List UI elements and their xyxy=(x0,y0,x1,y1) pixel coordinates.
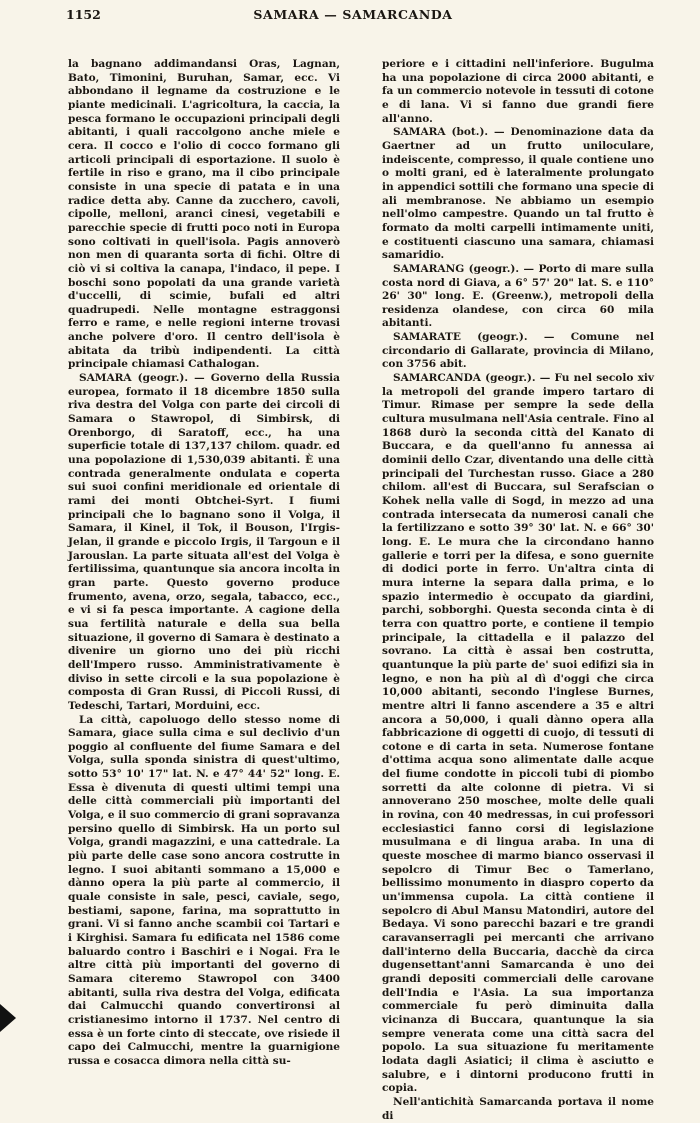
entry-samarcanda xyxy=(382,372,654,1096)
paragraph: Nell'antichità Samarcanda portava il nome di xyxy=(382,1095,654,1122)
running-title: SAMARA — SAMARCANDA xyxy=(253,7,453,22)
page-header xyxy=(66,4,640,26)
entry-headword: SAMARA (geogr.). xyxy=(79,372,189,385)
paragraph: la bagnano addimandansi Oras, Lagnan, Bato, Timonini, Buruhan, Samar, ecc. Vi abbondano il legname da costruzione e le piante medicinali. L'agricoltura, la caccia, la pesca formano le occupazioni principali degli abitanti, i quali raccolgono anche miele e cera. Il cocco e l'olio di cocco formano gli articoli principali di esportazione. Il suolo è fertile in riso e grano, ma il cibo principale consiste in una specie di patata e in una radice detta aby. Canne da zucchero, cavoli, cipolle, melloni, aranci cinesi, vegetabili e parecchie specie di frutti poco noti in Europa sono coltivati in quell'isola. Pagis annoverò non men di quaranta sorta di fichi. Oltre di ciò vi si coltiva la canapa, l'indaco, il pepe. I boschi sono popolati da una grande varietà d'uccelli, di scimie, bufali ed altri quadrupedi. Nelle montagne estraggonsi ferro e rame, e nelle regioni interne trovasi anche polvere d'oro. Il centro dell'isola è abitata da tribù indipendenti. La città principale chiamasi Cathalogan. xyxy=(68,58,340,371)
entry-text: — Porto di mare sulla costa nord di Giava, a 6° 57' 20" lat. S. e 110° 26' 30" long. E. (Greenw.), metropoli della residenza olandese, con circa 60 mila abitanti. xyxy=(382,262,654,330)
page-number: 1152 xyxy=(66,7,101,22)
entry-headword: SAMARATE (geogr.). xyxy=(393,331,528,344)
left-column xyxy=(68,58,340,1069)
entry-text: — Governo della Russia europea, formato il 18 dicembre 1850 sulla riva destra del Volga con parte dei circoli di Samara o Stawropol, di Simbirsk, di Orenborgo, di Saratoff, ecc., ha una superficie totale di 137,137 chilom. quadr. ed una popolazione di 1,530,039 abitanti. È una contrada generalmente ondulata e coperta sui suoi confini meridionale ed orientale di rami dei monti Obtchei-Syrt. I fiumi principali che lo bagnano sono il Volga, il Samara, il Kinel, il Tok, il Bouson, l'Irgis-Jelan, il grande e piccolo Irgis, il Targoun e il Jarouslan. La parte situata all'est del Volga è fertilissima, quantunque sia ancora incolta in gran parte. Questo governo produce frumento, avena, orzo, segala, tabacco, ecc., e vi si fa pesca importante. A cagione della sua fertilità naturale e della sua bella situazione, il governo di Samara è destinato a divenire un giorno uno dei più ricchi dell'Impero russo. Amministrativamente è diviso in sette circoli e la sua popolazione è composta di Gran Russi, di Piccoli Russi, di Tedeschi, Tartari, Morduini, ecc. xyxy=(68,372,340,712)
entry-headword: SAMARCANDA (geogr.). xyxy=(393,372,536,385)
entry-samara-bot xyxy=(382,126,654,263)
entry-headword: SAMARANG (geogr.). xyxy=(393,262,520,275)
paragraph: periore e i cittadini nell'inferiore. Bugulma ha una popolazione di circa 2000 abitanti, e fa un commercio notevole in tessuti di cotone e di lana. Vi si fanno due grandi fiere all'anno. xyxy=(382,58,654,125)
page-corner-marker xyxy=(0,1004,16,1032)
entry-text: — Fu nel secolo xiv la metropoli del grande impero tartaro di Timur. Rimase per sempre la sede della cultura musulmana nell'Asia centrale. Fino al 1868 durò la seconda città del Kanato di Buccara, e da quell'anno fu annessa ai dominii dello Czar, diventando una delle città principali del Turchestan russo. Giace a 280 chilom. all'est di Buccara, sul Serafscian o Kohek nella valle di Sogd, in mezzo ad una contrada intersecata da numerosi canali che la fertilizzano e sotto 39° 30' lat. N. e 66° 30' long. E. Le mura che la circondano hanno gallerie e torri per la difesa, e sono guernite di dodici porte in ferro. Un'altra cinta di mura interne la separa dalla prima, e lo spazio intermedio è occupato da giardini, parchi, sobborghi. Questa seconda cinta è di terra con quattro porte, e contiene il tempio principale, la cittadella e il palazzo del sovrano. La città è assai ben costrutta, quantunque la più parte de' suoi edifizi sia in legno, e non ha più al dì d'oggi che circa 10,000 abitanti, secondo l'inglese Burnes, mentre altri li fanno ascendere a 35 e altri ancora a 50,000, i quali dànno opera alla fabbricazione di oggetti di cuojo, di tessuti di cotone e di carta in seta. Numerose fontane d'ottima acqua sono alimentate dalle acque del fiume condotte in piccoli tubi di piombo sorretti da alte colonne di pietra. Vi si annoverano 250 moschee, molte delle quali in rovina, con 40 medressas, in cui professori ecclesiastici fanno corsi di legislazione musulmana e di lingua araba. In una di queste moschee di marmo bianco osservasi il sepolcro di Timur Bec o Tamerlano, bellissimo monumento in diaspro coperto da un'immensa cupola. La città contiene il sepolcro di Abul Mansu Matondiri, autore del Bedaya. Vi sono parecchi bazari e tre grandi caravanserragli pei mercanti che arrivano dall'interno della Buccaria, dacchè da circa dugensettant'anni Samarcanda è uno dei grandi depositi commerciali delle carovane dell'India e l'Asia. La sua importanza commerciale fu però diminuita dalla vicinanza di Buccara, quantunque la sia sempre venerata come una città sacra del popolo. La sua situazione fu meritamente lodata dagli Asiatici; il clima è asciutto e salubre, e i dintorni producono frutti in copia. xyxy=(382,372,654,1095)
paragraph: La città, capoluogo dello stesso nome di Samara, giace sulla cima e sul declivio d'un poggio al confluente del fiume Samara e del Volga, sulla sponda sinistra di quest'ultimo, sotto 53° 10' 17" lat. N. e 47° 44' 52" long. E. Essa è divenuta di questi ultimi tempi una delle città commerciali più importanti del Volga, e il suo commercio di grani sopravanza persino quello di Simbirsk. Ha un porto sul Volga, grandi magazzini, e una cattedrale. La più parte delle case sono ancora costrutte in legno. I suoi abitanti sommano a 15,000 e dànno opera la più parte al commercio, il quale consiste in sale, pesci, caviale, sego, bestiami, sapone, farina, ma soprattutto in grani. Vi si fanno anche scambii coi Tartari e i Kirghisi. Samara fu edificata nel 1586 come baluardo contro i Baschiri e i Nogai. Fra le altre città più importanti del governo di Samara citeremo Stawropol con 3400 abitanti, sulla riva destra del Volga, edificata dai Calmucchi quando convertironsi al cristianesimo intorno il 1737. Nel centro di essa è un forte cinto di steccate, ove risiede il capo dei Calmucchi, mentre la guarnigione russa e cosacca dimora nella città su- xyxy=(68,713,340,1067)
right-column xyxy=(382,58,654,1123)
entry-samara-geogr xyxy=(68,372,340,713)
entry-samarate xyxy=(382,331,654,372)
entry-samarang xyxy=(382,263,654,331)
entry-headword: SAMARA (bot.). xyxy=(393,126,489,139)
entry-text: — Denominazione data da Gaertner ad un frutto uniloculare, indeiscente, compresso, il quale contiene uno o molti grani, ed è lateralmente prolungato in appendici sottili che formano una specie di ali membranose. Ne abbiamo un esempio nell'olmo campestre. Quando un tal frutto è formato da molti carpelli intimamente uniti, e costituenti ciascuno una samara, chiamasi samaridio. xyxy=(382,126,655,262)
entry-text: — Comune nel circondario di Gallarate, provincia di Milano, con 3756 abit. xyxy=(382,331,655,371)
